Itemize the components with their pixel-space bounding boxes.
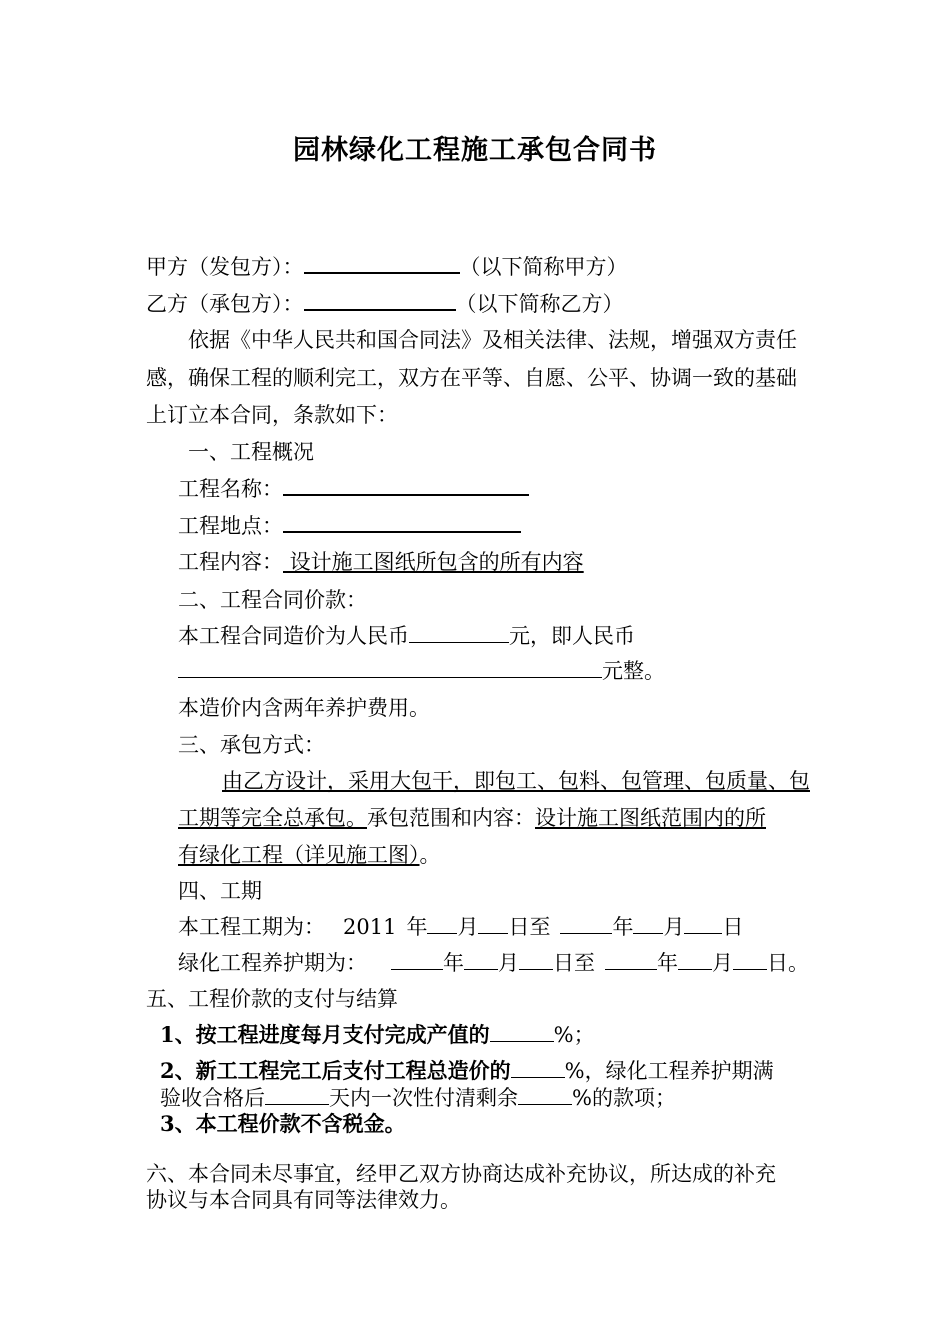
project-name-blank[interactable]: [283, 474, 529, 496]
contract-scope-label: 承包范围和内容：: [367, 806, 535, 830]
year-label: 年: [406, 915, 428, 939]
section4-heading: 四、工期: [178, 879, 262, 903]
section3-heading: 三、承包方式：: [178, 733, 325, 757]
maint-start-month-blank[interactable]: [464, 949, 498, 970]
payment-item-2-middle: %，绿化工程养护期满: [564, 1059, 774, 1083]
price-words-blank[interactable]: [178, 657, 602, 678]
payment-item-2-line2-middle: 天内一次性付清剩余: [329, 1086, 518, 1110]
project-content-value: 设计施工图纸所包含的所有内容: [283, 550, 584, 574]
payment-item-2-line2-suffix: %的款项；: [572, 1086, 676, 1110]
party-a-label: 甲方（发包方）：: [146, 255, 304, 279]
start-year: 2011: [343, 915, 397, 939]
month-label: 月: [457, 915, 479, 939]
project-content-line: [178, 548, 584, 576]
month-label: 月: [712, 951, 733, 975]
maint-end-year-blank[interactable]: [605, 949, 657, 970]
contract-method-line-2: [178, 804, 766, 832]
start-day-blank[interactable]: [478, 913, 508, 934]
maint-start-year-blank[interactable]: [391, 949, 443, 970]
contract-scope-value-cont: 有绿化工程（详见施工图）: [178, 843, 420, 867]
payment-item-2: [160, 1057, 774, 1085]
payment-remaining-blank[interactable]: [518, 1084, 572, 1105]
maintenance-period-line: [178, 949, 809, 977]
start-month-blank[interactable]: [427, 913, 457, 934]
project-period-line: [178, 913, 743, 941]
payment-item-1-blank[interactable]: [490, 1021, 554, 1042]
price-line: [178, 622, 635, 650]
party-a-line: [146, 252, 628, 281]
payment-item-2-blank[interactable]: [511, 1057, 565, 1078]
year-label: 年: [657, 951, 678, 975]
price-words-line: [178, 657, 665, 685]
intro-line-1: 依据《中华人民共和国合同法》及相关法律、法规，增强双方责任: [188, 328, 797, 352]
project-location-line: [178, 511, 521, 540]
party-b-blank[interactable]: [304, 289, 456, 311]
day-to-label: 日至: [508, 915, 551, 939]
payment-item-2-line2-prefix: 验收合格后: [160, 1086, 265, 1110]
contract-scope-end: 。: [419, 843, 441, 867]
party-a-note: （以下简称甲方）: [459, 255, 628, 279]
payment-days-blank[interactable]: [265, 1084, 329, 1105]
section6-line-1: 六、本合同未尽事宜，经甲乙双方协商达成补充协议，所达成的补充: [146, 1162, 776, 1186]
section2-heading: 二、工程合同价款：: [178, 588, 367, 612]
month-label: 月: [498, 951, 519, 975]
party-b-note: （以下简称乙方）: [455, 292, 624, 316]
maintenance-period-label: 绿化工程养护期为：: [178, 951, 367, 975]
maint-start-day-blank[interactable]: [519, 949, 553, 970]
party-b-label: 乙方（承包方）：: [146, 292, 304, 316]
project-name-label: 工程名称：: [178, 477, 283, 501]
day-to-label: 日至: [553, 951, 595, 975]
end-day-blank[interactable]: [684, 913, 722, 934]
price-prefix: 本工程合同造价为人民币: [178, 624, 409, 648]
contract-scope-value: 设计施工图纸范围内的所: [535, 806, 766, 830]
party-b-line: [146, 289, 624, 318]
payment-item-3-text: 3、本工程价款不含税金。: [160, 1111, 406, 1136]
payment-item-3: [160, 1110, 406, 1138]
maint-end-day-blank[interactable]: [733, 949, 767, 970]
party-a-blank[interactable]: [304, 252, 460, 274]
end-month-blank[interactable]: [633, 913, 663, 934]
month-label: 月: [663, 915, 685, 939]
year-label: 年: [612, 915, 634, 939]
project-period-label: 本工程工期为：: [178, 915, 325, 939]
contract-method-part-a: 工期等完全总承包。: [178, 806, 367, 830]
price-middle: 元，即人民币: [509, 624, 635, 648]
project-location-blank[interactable]: [283, 511, 521, 533]
project-name-line: [178, 474, 529, 503]
project-location-label: 工程地点：: [178, 514, 283, 538]
project-content-label: 工程内容：: [178, 550, 283, 574]
payment-item-1-prefix: 1、按工程进度每月支付完成产值的: [160, 1022, 490, 1047]
payment-item-2-line-2: [160, 1084, 676, 1112]
price-number-blank[interactable]: [409, 622, 509, 643]
intro-line-3: 上订立本合同，条款如下：: [146, 403, 398, 427]
contract-method-line-1: 由乙方设计，采用大包干，即包工、包料、包管理、包质量、包: [222, 769, 810, 793]
maintenance-note: 本造价内含两年养护费用。: [178, 696, 430, 720]
day-label: 日: [722, 915, 744, 939]
section1-heading: 一、工程概况: [188, 440, 314, 464]
maint-end-month-blank[interactable]: [678, 949, 712, 970]
payment-item-2-prefix: 2、新工工程完工后支付工程总造价的: [160, 1058, 511, 1083]
year-label: 年: [443, 951, 464, 975]
contract-method-line-3: [178, 841, 441, 869]
intro-line-2: 感，确保工程的顺利完工，双方在平等、自愿、公平、协调一致的基础: [146, 366, 797, 390]
payment-item-1: [160, 1021, 595, 1049]
day-end-label: 日。: [767, 951, 809, 975]
document-title: 园林绿化工程施工承包合同书: [293, 135, 657, 166]
end-year-blank[interactable]: [560, 913, 612, 934]
payment-item-1-suffix: %；: [553, 1023, 595, 1047]
price-suffix: 元整。: [602, 659, 665, 683]
section6-line-2: 协议与本合同具有同等法律效力。: [146, 1188, 461, 1212]
section5-heading: 五、工程价款的支付与结算: [146, 987, 398, 1011]
